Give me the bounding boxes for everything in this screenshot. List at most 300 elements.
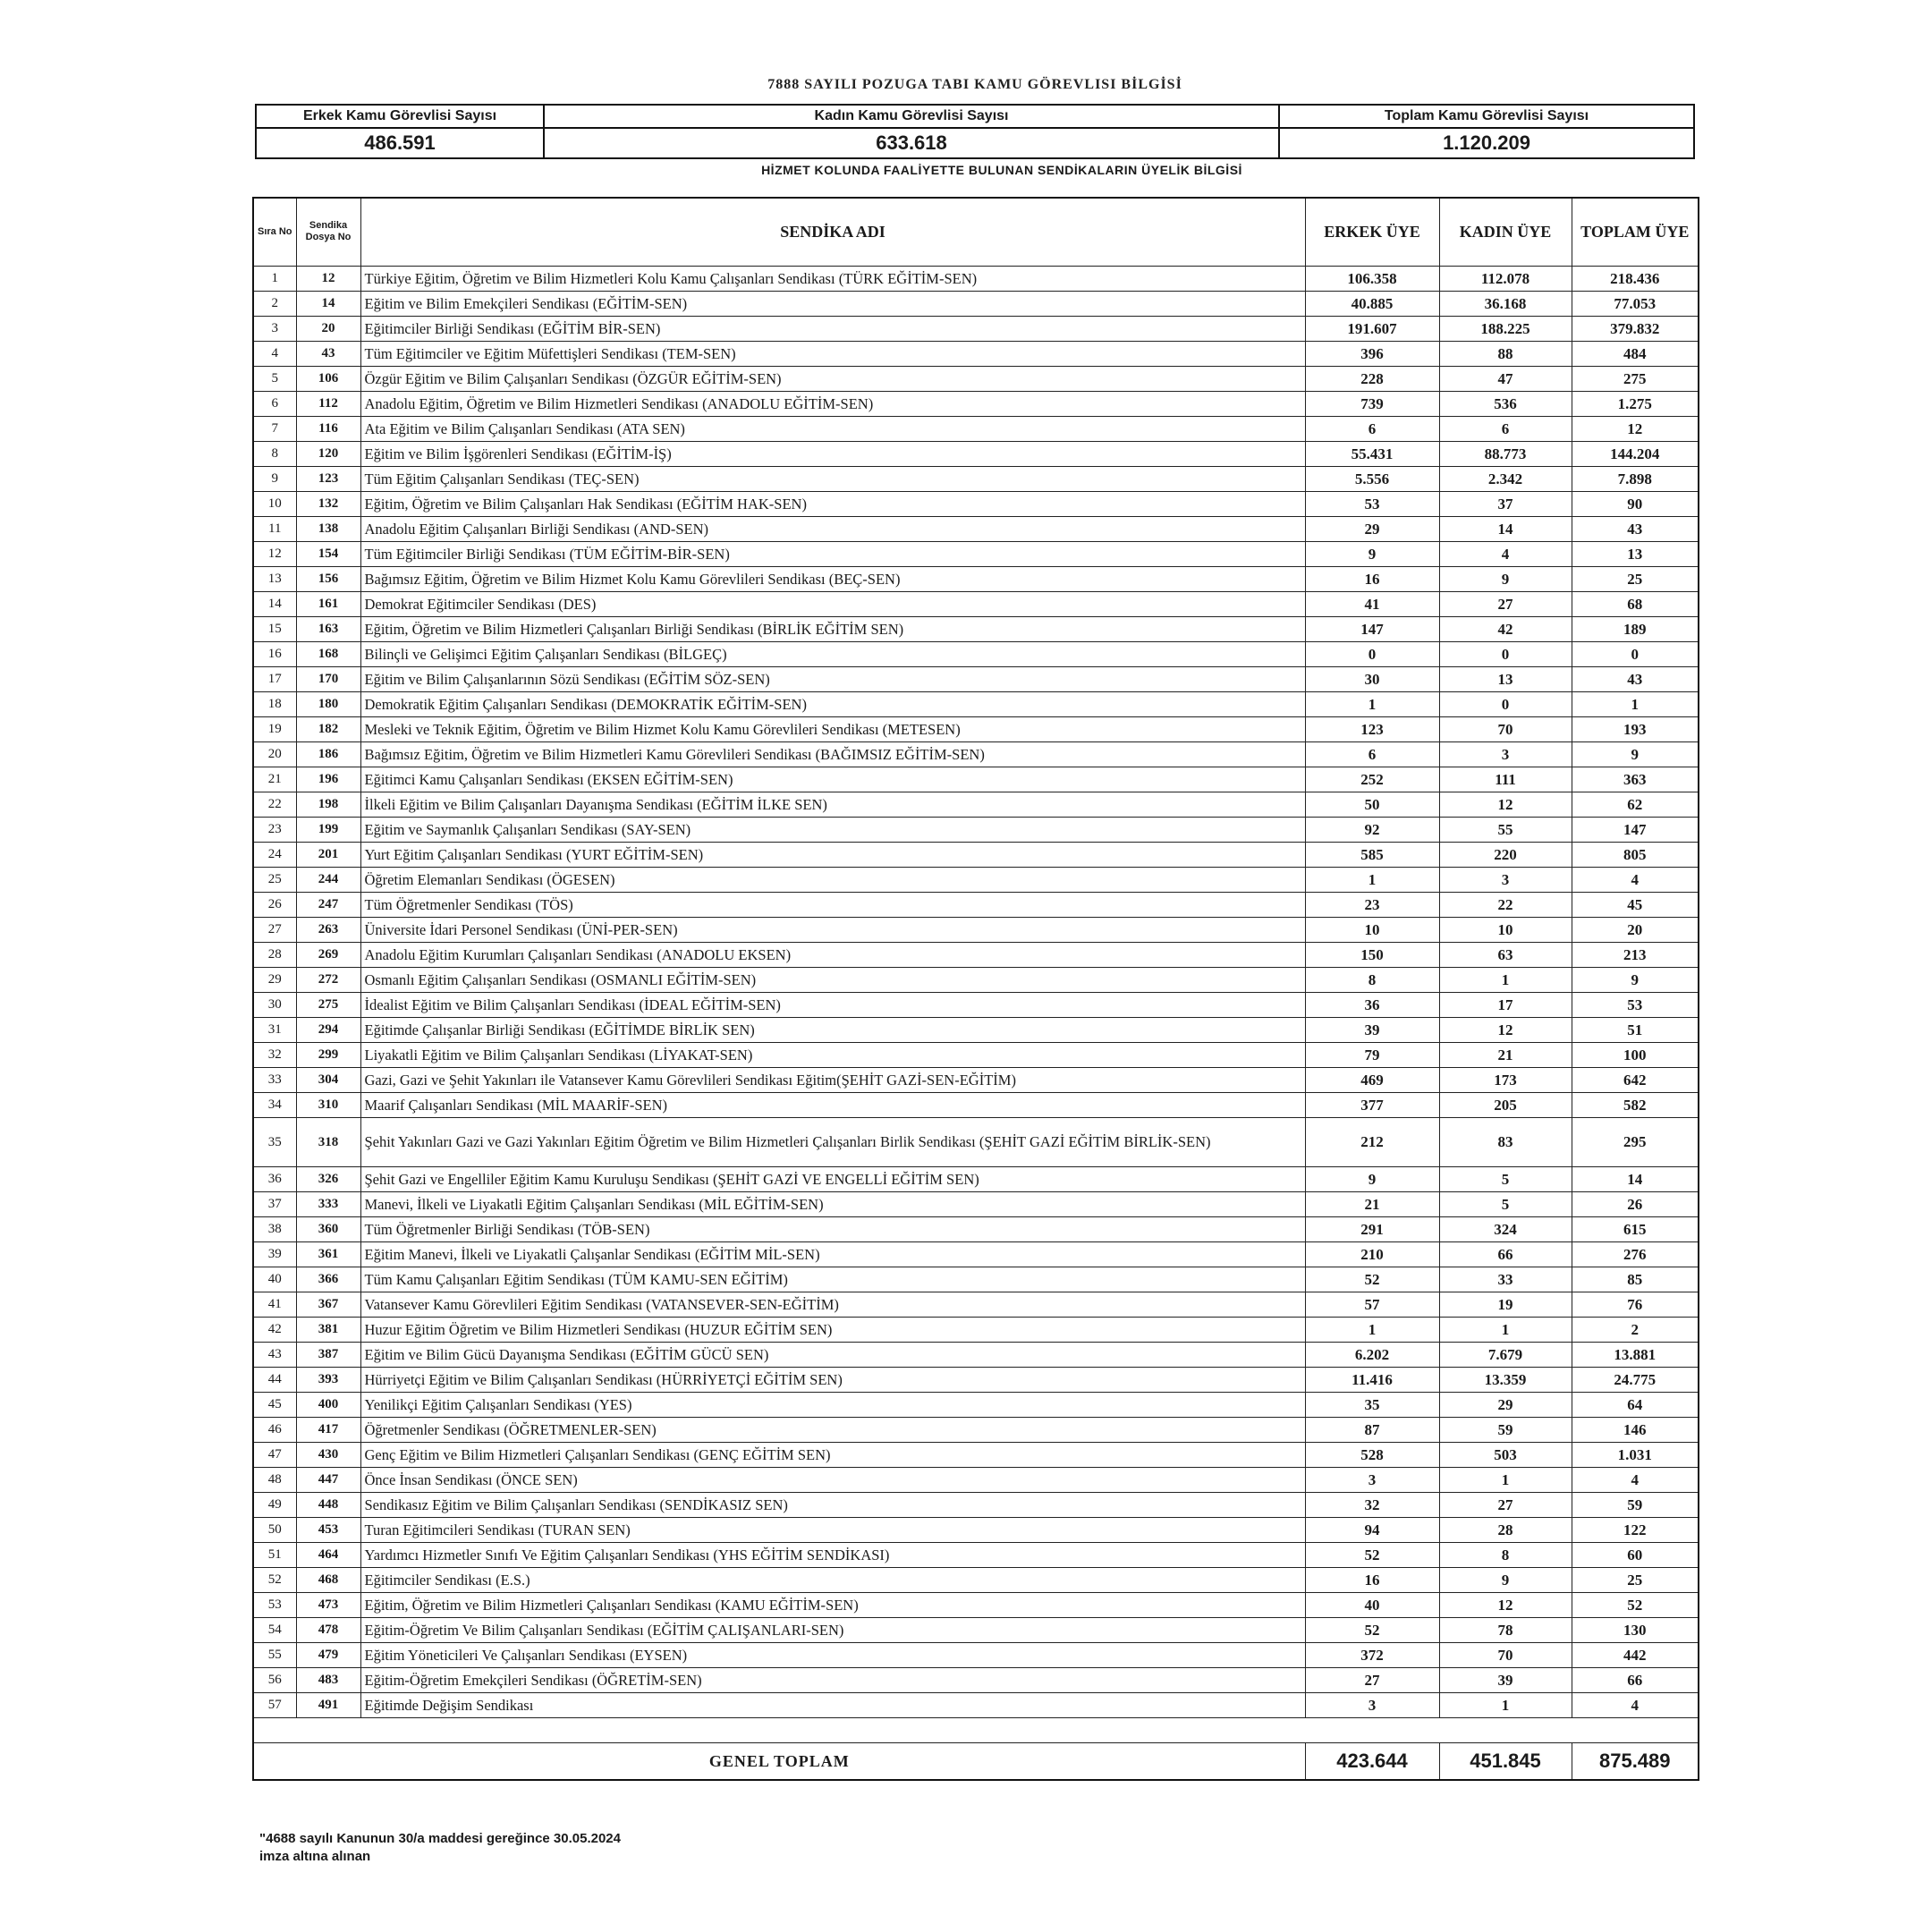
row-toplam-uye: 582: [1572, 1092, 1699, 1117]
row-dosya-no: 116: [296, 416, 360, 441]
row-toplam-uye: 484: [1572, 341, 1699, 366]
row-erkek-uye: 23: [1305, 892, 1439, 917]
row-kadin-uye: 17: [1439, 992, 1572, 1017]
table-row: [253, 1392, 1699, 1417]
row-dosya-no: 106: [296, 366, 360, 391]
row-erkek-uye: 1: [1305, 691, 1439, 716]
row-kadin-uye: 63: [1439, 942, 1572, 967]
row-sendika-adi: Eğitimci Kamu Çalışanları Sendikası (EKSEN EĞİTİM-SEN): [360, 767, 1305, 792]
row-sendika-adi: Yurt Eğitim Çalışanları Sendikası (YURT EĞİTİM-SEN): [360, 842, 1305, 867]
row-kadin-uye: 55: [1439, 817, 1572, 842]
table-row: [253, 792, 1699, 817]
row-erkek-uye: 739: [1305, 391, 1439, 416]
row-kadin-uye: 33: [1439, 1267, 1572, 1292]
table-row: [253, 1191, 1699, 1216]
row-erkek-uye: 585: [1305, 842, 1439, 867]
row-toplam-uye: 1.031: [1572, 1442, 1699, 1467]
row-sendika-adi: Liyakatli Eğitim ve Bilim Çalışanları Sendikası (LİYAKAT-SEN): [360, 1042, 1305, 1067]
row-erkek-uye: 3: [1305, 1467, 1439, 1492]
row-toplam-uye: 144.204: [1572, 441, 1699, 466]
table-row: [253, 1542, 1699, 1567]
row-erkek-uye: 377: [1305, 1092, 1439, 1117]
row-toplam-uye: 59: [1572, 1492, 1699, 1517]
table-row: [253, 1017, 1699, 1042]
row-kadin-uye: 9: [1439, 566, 1572, 591]
table-row: [253, 366, 1699, 391]
row-sira-no: 27: [253, 917, 296, 942]
row-toplam-uye: 363: [1572, 767, 1699, 792]
row-sira-no: 33: [253, 1067, 296, 1092]
row-kadin-uye: 188.225: [1439, 316, 1572, 341]
row-sira-no: 44: [253, 1367, 296, 1392]
row-erkek-uye: 396: [1305, 341, 1439, 366]
row-dosya-no: 360: [296, 1216, 360, 1241]
row-sendika-adi: Eğitim, Öğretim ve Bilim Hizmetleri Çalışanları Birliği Sendikası (BİRLİK EĞİTİM SEN): [360, 616, 1305, 641]
row-sira-no: 37: [253, 1191, 296, 1216]
row-dosya-no: 269: [296, 942, 360, 967]
table-row: [253, 1092, 1699, 1117]
row-erkek-uye: 6.202: [1305, 1342, 1439, 1367]
row-erkek-uye: 87: [1305, 1417, 1439, 1442]
row-sendika-adi: Eğitim-Öğretim Ve Bilim Çalışanları Sendikası (EĞİTİM ÇALIŞANLARI-SEN): [360, 1617, 1305, 1642]
row-dosya-no: 138: [296, 516, 360, 541]
row-sira-no: 2: [253, 291, 296, 316]
row-sendika-adi: Tüm Eğitim Çalışanları Sendikası (TEÇ-SEN): [360, 466, 1305, 491]
row-erkek-uye: 210: [1305, 1241, 1439, 1267]
table-row: [253, 1567, 1699, 1592]
row-toplam-uye: 90: [1572, 491, 1699, 516]
row-dosya-no: 186: [296, 741, 360, 767]
footnote-line-1: "4688 sayılı Kanunun 30/a maddesi gereğince 30.05.2024: [259, 1831, 621, 1846]
row-toplam-uye: 295: [1572, 1117, 1699, 1166]
row-erkek-uye: 228: [1305, 366, 1439, 391]
row-dosya-no: 12: [296, 266, 360, 291]
row-toplam-uye: 53: [1572, 992, 1699, 1017]
row-toplam-uye: 14: [1572, 1166, 1699, 1191]
row-erkek-uye: 11.416: [1305, 1367, 1439, 1392]
row-toplam-uye: 43: [1572, 666, 1699, 691]
row-toplam-uye: 130: [1572, 1617, 1699, 1642]
row-sendika-adi: Eğitimciler Birliği Sendikası (EĞİTİM BİR-SEN): [360, 316, 1305, 341]
row-dosya-no: 333: [296, 1191, 360, 1216]
row-erkek-uye: 52: [1305, 1617, 1439, 1642]
row-sira-no: 13: [253, 566, 296, 591]
table-row: [253, 1492, 1699, 1517]
union-membership-table: [252, 197, 1699, 1781]
table-row: [253, 1067, 1699, 1092]
header-toplam-uye: TOPLAM ÜYE: [1572, 198, 1699, 266]
row-kadin-uye: 173: [1439, 1067, 1572, 1092]
table-row: [253, 1042, 1699, 1067]
header-dosya-no: Sendika Dosya No: [296, 198, 360, 266]
row-dosya-no: 447: [296, 1467, 360, 1492]
row-dosya-no: 168: [296, 641, 360, 666]
row-dosya-no: 198: [296, 792, 360, 817]
row-toplam-uye: 12: [1572, 416, 1699, 441]
row-sendika-adi: Şehit Yakınları Gazi ve Gazi Yakınları Eğitim Öğretim ve Bilim Hizmetleri Çalışanları Birlik Sendikası (ŞEHİT GAZİ EĞİTİM BİRLİK-SEN): [360, 1117, 1305, 1166]
row-erkek-uye: 16: [1305, 1567, 1439, 1592]
row-dosya-no: 468: [296, 1567, 360, 1592]
row-kadin-uye: 205: [1439, 1092, 1572, 1117]
row-sendika-adi: Önce İnsan Sendikası (ÖNCE SEN): [360, 1467, 1305, 1492]
row-kadin-uye: 37: [1439, 491, 1572, 516]
row-sendika-adi: Tüm Kamu Çalışanları Eğitim Sendikası (TÜM KAMU-SEN EĞİTİM): [360, 1267, 1305, 1292]
row-sira-no: 38: [253, 1216, 296, 1241]
male-count-value: 486.591: [256, 128, 544, 158]
row-sendika-adi: Eğitim ve Bilim İşgörenleri Sendikası (EĞİTİM-İŞ): [360, 441, 1305, 466]
row-dosya-no: 163: [296, 616, 360, 641]
row-sira-no: 32: [253, 1042, 296, 1067]
row-dosya-no: 326: [296, 1166, 360, 1191]
total-count-label: Toplam Kamu Görevlisi Sayısı: [1279, 105, 1694, 128]
row-dosya-no: 294: [296, 1017, 360, 1042]
row-erkek-uye: 35: [1305, 1392, 1439, 1417]
row-sendika-adi: Bağımsız Eğitim, Öğretim ve Bilim Hizmetleri Kamu Görevlileri Sendikası (BAĞIMSIZ EĞİTİM-SEN): [360, 741, 1305, 767]
row-sendika-adi: Yenilikçi Eğitim Çalışanları Sendikası (YES): [360, 1392, 1305, 1417]
table-row: [253, 716, 1699, 741]
table-row: [253, 967, 1699, 992]
row-toplam-uye: 2: [1572, 1317, 1699, 1342]
row-dosya-no: 448: [296, 1492, 360, 1517]
row-toplam-uye: 77.053: [1572, 291, 1699, 316]
row-toplam-uye: 24.775: [1572, 1367, 1699, 1392]
table-row: [253, 1617, 1699, 1642]
row-toplam-uye: 218.436: [1572, 266, 1699, 291]
row-sendika-adi: Mesleki ve Teknik Eğitim, Öğretim ve Bilim Hizmet Kolu Kamu Görevlileri Sendikası (METESEN): [360, 716, 1305, 741]
row-dosya-no: 156: [296, 566, 360, 591]
row-toplam-uye: 62: [1572, 792, 1699, 817]
row-sendika-adi: Tüm Eğitimciler ve Eğitim Müfettişleri Sendikası (TEM-SEN): [360, 341, 1305, 366]
row-kadin-uye: 36.168: [1439, 291, 1572, 316]
header-sira-no: Sıra No: [253, 198, 296, 266]
row-sendika-adi: Huzur Eğitim Öğretim ve Bilim Hizmetleri Sendikası (HUZUR EĞİTİM SEN): [360, 1317, 1305, 1342]
table-row: [253, 1292, 1699, 1317]
female-count-value: 633.618: [544, 128, 1279, 158]
row-toplam-uye: 13: [1572, 541, 1699, 566]
row-kadin-uye: 88.773: [1439, 441, 1572, 466]
header-kadin-uye: KADIN ÜYE: [1439, 198, 1572, 266]
row-kadin-uye: 220: [1439, 842, 1572, 867]
row-sendika-adi: Şehit Gazi ve Engelliler Eğitim Kamu Kuruluşu Sendikası (ŞEHİT GAZİ VE ENGELLİ EĞİTİM SEN): [360, 1166, 1305, 1191]
grand-total-label: GENEL TOPLAM: [253, 1742, 1305, 1780]
row-dosya-no: 272: [296, 967, 360, 992]
row-sira-no: 25: [253, 867, 296, 892]
row-sira-no: 3: [253, 316, 296, 341]
row-sendika-adi: Eğitim ve Bilim Gücü Dayanışma Sendikası (EĞİTİM GÜCÜ SEN): [360, 1342, 1305, 1367]
row-kadin-uye: 47: [1439, 366, 1572, 391]
row-toplam-uye: 60: [1572, 1542, 1699, 1567]
row-erkek-uye: 53: [1305, 491, 1439, 516]
membership-subtitle: HİZMET KOLUNDA FAALİYETTE BULUNAN SENDİKALARIN ÜYELİK BİLGİSİ: [761, 163, 1242, 177]
row-erkek-uye: 372: [1305, 1642, 1439, 1667]
row-erkek-uye: 6: [1305, 416, 1439, 441]
row-dosya-no: 275: [296, 992, 360, 1017]
row-toplam-uye: 275: [1572, 366, 1699, 391]
row-sendika-adi: Osmanlı Eğitim Çalışanları Sendikası (OSMANLI EĞİTİM-SEN): [360, 967, 1305, 992]
row-sira-no: 10: [253, 491, 296, 516]
row-kadin-uye: 3: [1439, 867, 1572, 892]
table-row: [253, 867, 1699, 892]
row-erkek-uye: 212: [1305, 1117, 1439, 1166]
row-dosya-no: 464: [296, 1542, 360, 1567]
row-erkek-uye: 469: [1305, 1067, 1439, 1092]
row-dosya-no: 453: [296, 1517, 360, 1542]
row-erkek-uye: 32: [1305, 1492, 1439, 1517]
row-sendika-adi: Öğretim Elemanları Sendikası (ÖGESEN): [360, 867, 1305, 892]
row-dosya-no: 201: [296, 842, 360, 867]
table-row: [253, 441, 1699, 466]
row-sira-no: 39: [253, 1241, 296, 1267]
table-row: [253, 516, 1699, 541]
row-sendika-adi: Sendikasız Eğitim ve Bilim Çalışanları Sendikası (SENDİKASIZ SEN): [360, 1492, 1305, 1517]
row-dosya-no: 182: [296, 716, 360, 741]
row-sendika-adi: Manevi, İlkeli ve Liyakatli Eğitim Çalışanları Sendikası (MİL EĞİTİM-SEN): [360, 1191, 1305, 1216]
row-dosya-no: 387: [296, 1342, 360, 1367]
row-sendika-adi: Tüm Öğretmenler Sendikası (TÖS): [360, 892, 1305, 917]
row-kadin-uye: 78: [1439, 1617, 1572, 1642]
row-sira-no: 20: [253, 741, 296, 767]
table-row: [253, 466, 1699, 491]
row-sira-no: 47: [253, 1442, 296, 1467]
row-sendika-adi: Özgür Eğitim ve Bilim Çalışanları Sendikası (ÖZGÜR EĞİTİM-SEN): [360, 366, 1305, 391]
row-toplam-uye: 20: [1572, 917, 1699, 942]
table-row: [253, 541, 1699, 566]
row-sira-no: 42: [253, 1317, 296, 1342]
table-row: [253, 892, 1699, 917]
row-erkek-uye: 41: [1305, 591, 1439, 616]
row-sira-no: 31: [253, 1017, 296, 1042]
row-kadin-uye: 12: [1439, 1592, 1572, 1617]
row-dosya-no: 170: [296, 666, 360, 691]
row-sira-no: 43: [253, 1342, 296, 1367]
table-body: [253, 266, 1699, 1717]
row-sira-no: 17: [253, 666, 296, 691]
row-kadin-uye: 6: [1439, 416, 1572, 441]
row-dosya-no: 161: [296, 591, 360, 616]
row-sendika-adi: Eğitimde Değişim Sendikası: [360, 1692, 1305, 1717]
row-toplam-uye: 122: [1572, 1517, 1699, 1542]
row-dosya-no: 491: [296, 1692, 360, 1717]
row-sendika-adi: Genç Eğitim ve Bilim Hizmetleri Çalışanları Sendikası (GENÇ EĞİTİM SEN): [360, 1442, 1305, 1467]
row-sira-no: 9: [253, 466, 296, 491]
row-dosya-no: 417: [296, 1417, 360, 1442]
row-dosya-no: 112: [296, 391, 360, 416]
row-erkek-uye: 79: [1305, 1042, 1439, 1067]
table-row: [253, 917, 1699, 942]
row-sendika-adi: Vatansever Kamu Görevlileri Eğitim Sendikası (VATANSEVER-SEN-EĞİTİM): [360, 1292, 1305, 1317]
row-kadin-uye: 14: [1439, 516, 1572, 541]
row-sendika-adi: Eğitimciler Sendikası (E.S.): [360, 1567, 1305, 1592]
row-sira-no: 53: [253, 1592, 296, 1617]
row-dosya-no: 299: [296, 1042, 360, 1067]
row-erkek-uye: 123: [1305, 716, 1439, 741]
row-toplam-uye: 9: [1572, 741, 1699, 767]
row-sira-no: 46: [253, 1417, 296, 1442]
table-row: [253, 691, 1699, 716]
row-sira-no: 19: [253, 716, 296, 741]
row-sendika-adi: Eğitim Yöneticileri Ve Çalışanları Sendikası (EYSEN): [360, 1642, 1305, 1667]
table-row: [253, 291, 1699, 316]
row-erkek-uye: 21: [1305, 1191, 1439, 1216]
row-dosya-no: 263: [296, 917, 360, 942]
table-row: [253, 491, 1699, 516]
row-sira-no: 35: [253, 1117, 296, 1166]
row-sendika-adi: Hürriyetçi Eğitim ve Bilim Çalışanları Sendikası (HÜRRİYETÇİ EĞİTİM SEN): [360, 1367, 1305, 1392]
row-sira-no: 8: [253, 441, 296, 466]
row-kadin-uye: 13.359: [1439, 1367, 1572, 1392]
row-kadin-uye: 12: [1439, 792, 1572, 817]
table-row: [253, 316, 1699, 341]
row-kadin-uye: 39: [1439, 1667, 1572, 1692]
row-sira-no: 22: [253, 792, 296, 817]
row-erkek-uye: 40.885: [1305, 291, 1439, 316]
row-erkek-uye: 9: [1305, 1166, 1439, 1191]
table-row: [253, 1642, 1699, 1667]
table-row: [253, 391, 1699, 416]
row-kadin-uye: 2.342: [1439, 466, 1572, 491]
row-sira-no: 34: [253, 1092, 296, 1117]
row-dosya-no: 244: [296, 867, 360, 892]
row-sira-no: 51: [253, 1542, 296, 1567]
row-erkek-uye: 55.431: [1305, 441, 1439, 466]
row-sira-no: 16: [253, 641, 296, 666]
row-toplam-uye: 147: [1572, 817, 1699, 842]
table-row: [253, 1467, 1699, 1492]
row-toplam-uye: 66: [1572, 1667, 1699, 1692]
row-sendika-adi: Eğitim, Öğretim ve Bilim Çalışanları Hak Sendikası (EĞİTİM HAK-SEN): [360, 491, 1305, 516]
row-kadin-uye: 8: [1439, 1542, 1572, 1567]
row-sira-no: 6: [253, 391, 296, 416]
table-row: [253, 1442, 1699, 1467]
row-kadin-uye: 5: [1439, 1166, 1572, 1191]
row-kadin-uye: 83: [1439, 1117, 1572, 1166]
grand-total-toplam: 875.489: [1572, 1742, 1699, 1780]
male-count-label: Erkek Kamu Görevlisi Sayısı: [256, 105, 544, 128]
table-row: [253, 1342, 1699, 1367]
row-erkek-uye: 291: [1305, 1216, 1439, 1241]
table-row: [253, 1517, 1699, 1542]
row-kadin-uye: 0: [1439, 641, 1572, 666]
row-kadin-uye: 88: [1439, 341, 1572, 366]
row-erkek-uye: 92: [1305, 817, 1439, 842]
row-kadin-uye: 70: [1439, 1642, 1572, 1667]
row-sira-no: 40: [253, 1267, 296, 1292]
row-sendika-adi: Bağımsız Eğitim, Öğretim ve Bilim Hizmet Kolu Kamu Görevlileri Sendikası (BEÇ-SEN): [360, 566, 1305, 591]
row-toplam-uye: 76: [1572, 1292, 1699, 1317]
row-kadin-uye: 13: [1439, 666, 1572, 691]
row-toplam-uye: 4: [1572, 1467, 1699, 1492]
row-erkek-uye: 52: [1305, 1267, 1439, 1292]
row-toplam-uye: 615: [1572, 1216, 1699, 1241]
table-row: [253, 1692, 1699, 1717]
row-erkek-uye: 1: [1305, 867, 1439, 892]
table-row: [253, 992, 1699, 1017]
row-dosya-no: 478: [296, 1617, 360, 1642]
row-kadin-uye: 19: [1439, 1292, 1572, 1317]
row-toplam-uye: 26: [1572, 1191, 1699, 1216]
row-kadin-uye: 27: [1439, 591, 1572, 616]
row-sira-no: 5: [253, 366, 296, 391]
row-erkek-uye: 9: [1305, 541, 1439, 566]
row-sira-no: 41: [253, 1292, 296, 1317]
row-dosya-no: 120: [296, 441, 360, 466]
footnote-line-2: imza altına alınan: [259, 1849, 371, 1864]
table-row: [253, 341, 1699, 366]
row-sendika-adi: Eğitim ve Saymanlık Çalışanları Sendikası (SAY-SEN): [360, 817, 1305, 842]
row-toplam-uye: 64: [1572, 1392, 1699, 1417]
row-toplam-uye: 51: [1572, 1017, 1699, 1042]
document-title: 7888 SAYILI POZUGA TABI KAMU GÖREVLISI BİLGİSİ: [767, 77, 1182, 92]
row-sendika-adi: Gazi, Gazi ve Şehit Yakınları ile Vatansever Kamu Görevlileri Sendikası Eğitim(ŞEHİT GAZİ-SEN-EĞİTİM): [360, 1067, 1305, 1092]
row-dosya-no: 199: [296, 817, 360, 842]
row-toplam-uye: 100: [1572, 1042, 1699, 1067]
row-toplam-uye: 52: [1572, 1592, 1699, 1617]
header-sendika-adi: SENDİKA ADI: [360, 198, 1305, 266]
row-dosya-no: 483: [296, 1667, 360, 1692]
table-row: [253, 1417, 1699, 1442]
table-row: [253, 266, 1699, 291]
row-sendika-adi: Öğretmenler Sendikası (ÖĞRETMENLER-SEN): [360, 1417, 1305, 1442]
row-kadin-uye: 29: [1439, 1392, 1572, 1417]
row-erkek-uye: 94: [1305, 1517, 1439, 1542]
row-sendika-adi: Eğitim Manevi, İlkeli ve Liyakatli Çalışanlar Sendikası (EĞİTİM MİL-SEN): [360, 1241, 1305, 1267]
row-erkek-uye: 30: [1305, 666, 1439, 691]
table-row: [253, 591, 1699, 616]
row-erkek-uye: 52: [1305, 1542, 1439, 1567]
row-dosya-no: 310: [296, 1092, 360, 1117]
row-kadin-uye: 1: [1439, 1317, 1572, 1342]
row-kadin-uye: 70: [1439, 716, 1572, 741]
row-sira-no: 49: [253, 1492, 296, 1517]
row-sendika-adi: Eğitim-Öğretim Emekçileri Sendikası (ÖĞRETİM-SEN): [360, 1667, 1305, 1692]
table-row: [253, 566, 1699, 591]
row-erkek-uye: 528: [1305, 1442, 1439, 1467]
row-toplam-uye: 442: [1572, 1642, 1699, 1667]
row-erkek-uye: 8: [1305, 967, 1439, 992]
grand-total-kadin: 451.845: [1439, 1742, 1572, 1780]
table-row: [253, 817, 1699, 842]
table-row: [253, 641, 1699, 666]
row-dosya-no: 132: [296, 491, 360, 516]
row-sendika-adi: İdealist Eğitim ve Bilim Çalışanları Sendikası (İDEAL EĞİTİM-SEN): [360, 992, 1305, 1017]
row-kadin-uye: 59: [1439, 1417, 1572, 1442]
row-erkek-uye: 252: [1305, 767, 1439, 792]
row-sendika-adi: Türkiye Eğitim, Öğretim ve Bilim Hizmetleri Kolu Kamu Çalışanları Sendikası (TÜRK EĞİTİM-SEN): [360, 266, 1305, 291]
row-kadin-uye: 3: [1439, 741, 1572, 767]
row-sira-no: 12: [253, 541, 296, 566]
row-kadin-uye: 66: [1439, 1241, 1572, 1267]
row-dosya-no: 479: [296, 1642, 360, 1667]
row-sendika-adi: Yardımcı Hizmetler Sınıfı Ve Eğitim Çalışanları Sendikası (YHS EĞİTİM SENDİKASI): [360, 1542, 1305, 1567]
row-kadin-uye: 111: [1439, 767, 1572, 792]
row-sendika-adi: Tüm Öğretmenler Birliği Sendikası (TÖB-SEN): [360, 1216, 1305, 1241]
row-sira-no: 29: [253, 967, 296, 992]
row-dosya-no: 154: [296, 541, 360, 566]
row-erkek-uye: 39: [1305, 1017, 1439, 1042]
row-dosya-no: 430: [296, 1442, 360, 1467]
row-kadin-uye: 28: [1439, 1517, 1572, 1542]
row-dosya-no: 318: [296, 1117, 360, 1166]
row-sendika-adi: Eğitim ve Bilim Çalışanlarının Sözü Sendikası (EĞİTİM SÖZ-SEN): [360, 666, 1305, 691]
row-erkek-uye: 0: [1305, 641, 1439, 666]
table-row: [253, 842, 1699, 867]
row-kadin-uye: 1: [1439, 967, 1572, 992]
row-sira-no: 18: [253, 691, 296, 716]
row-sira-no: 11: [253, 516, 296, 541]
row-sendika-adi: Turan Eğitimcileri Sendikası (TURAN SEN): [360, 1517, 1305, 1542]
row-toplam-uye: 642: [1572, 1067, 1699, 1092]
row-toplam-uye: 1: [1572, 691, 1699, 716]
